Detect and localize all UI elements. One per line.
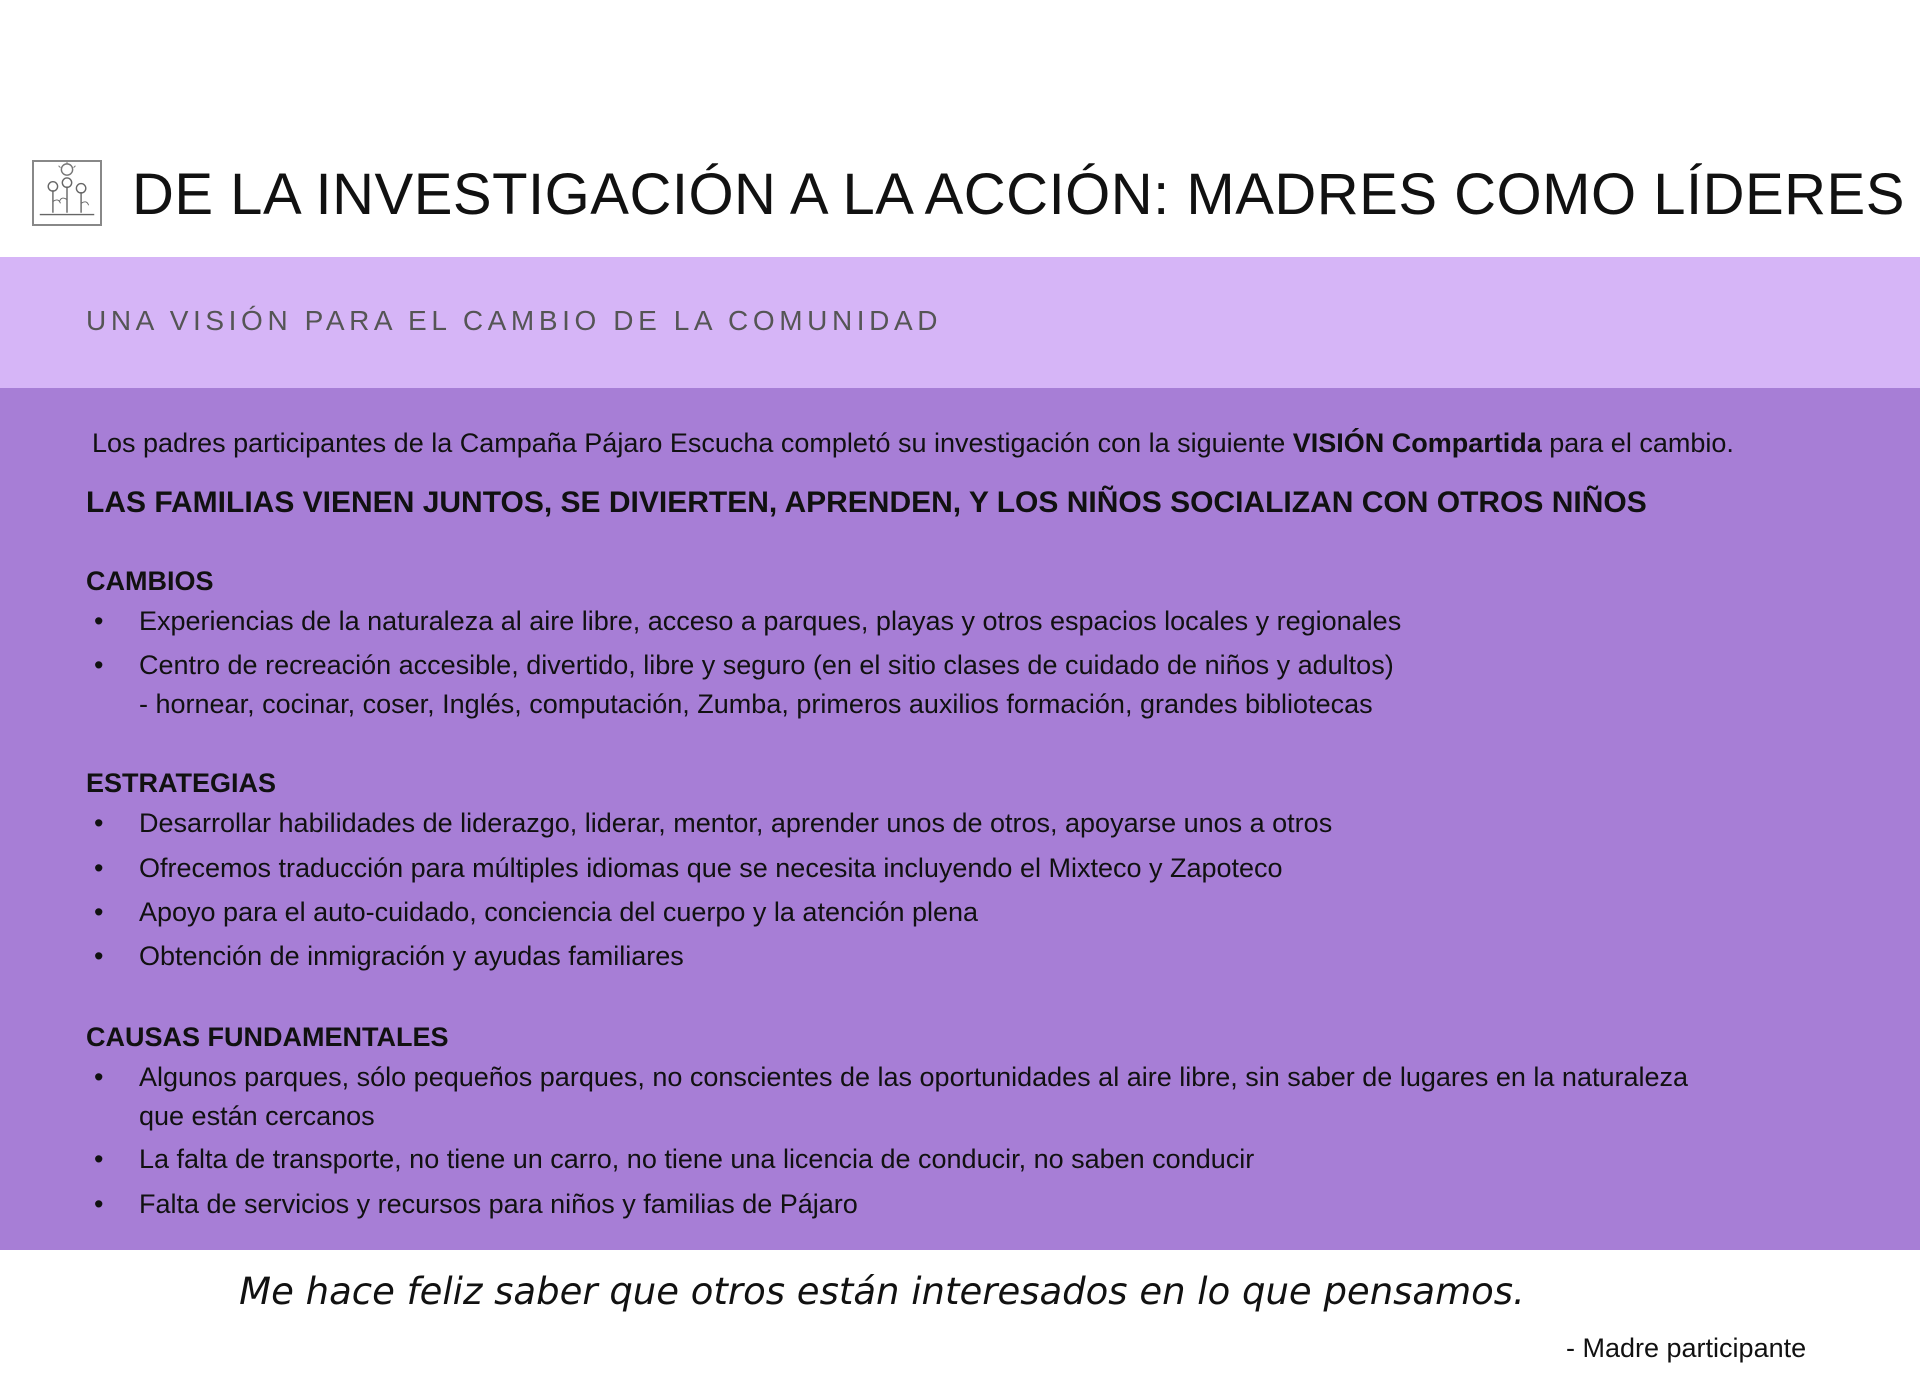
list-item [86,602,1886,641]
section-title-estrategias: ESTRATEGIAS [86,768,277,798]
list-item [86,1058,1886,1136]
list-item-text: Obtención de inmigración y ayudas familiares [139,941,684,971]
bullet-icon: • [94,897,104,927]
list-item-continuation: que están cercanos [139,1101,375,1131]
causas-list [86,1058,1886,1229]
list-item-text: Centro de recreación accesible, divertido, libre y seguro (en el sitio clases de cuidado de niños y adultos) [139,650,1394,680]
intro-before: Los padres participantes de la Campaña Pájaro Escucha completó su investigación con la siguiente [92,428,1293,458]
list-item [86,893,1886,932]
list-item-continuation: - hornear, cocinar, coser, Inglés, computación, Zumba, primeros auxilios formación, grandes bibliotecas [139,689,1373,719]
page-header [0,150,1920,250]
quote-text: Me hace feliz saber que otros están interesados en lo que pensamos. [239,1270,1525,1313]
bullet-icon: • [94,1144,104,1174]
bullet-icon: • [94,1062,104,1092]
subtitle-band [0,257,1920,388]
flowers-garden-logo-icon [32,160,102,226]
cambios-list [86,602,1886,729]
section-title-cambios: CAMBIOS [86,566,214,596]
quote [0,1270,1920,1313]
bullet-icon: • [94,853,104,883]
list-item [86,804,1886,843]
bullet-icon: • [94,1189,104,1219]
bullet-icon: • [94,606,104,636]
list-item-text: Apoyo para el auto-cuidado, conciencia del cuerpo y la atención plena [139,897,979,927]
intro-text [92,428,1734,459]
list-item-text: La falta de transporte, no tiene un carro, no tiene una licencia de conducir, no saben conducir [139,1144,1255,1174]
list-item-text: Falta de servicios y recursos para niños y familias de Pájaro [139,1189,858,1219]
bullet-icon: • [94,941,104,971]
intro-bold: VISIÓN Compartida [1292,428,1542,458]
quote-attribution: - Madre participante [1566,1333,1807,1363]
list-item [86,849,1886,888]
page-title: DE LA INVESTIGACIÓN A LA ACCIÓN: MADRES COMO LÍDERES [132,162,1905,227]
list-item [86,646,1886,724]
list-item-text: Ofrecemos traducción para múltiples idiomas que se necesita incluyendo el Mixteco y Zapoteco [139,853,1283,883]
content-panel [0,388,1920,1250]
subtitle: UNA VISIÓN PARA EL CAMBIO DE LA COMUNIDAD [86,305,943,336]
vision-statement: LAS FAMILIAS VIENEN JUNTOS, SE DIVIERTEN, APRENDEN, Y LOS NIÑOS SOCIALIZAN CON OTROS NIÑOS [86,486,1647,519]
intro-after: para el cambio. [1541,428,1734,458]
list-item [86,1185,1886,1224]
bullet-icon: • [94,808,104,838]
list-item-text: Algunos parques, sólo pequeños parques, no conscientes de las oportunidades al aire libre, sin saber de lugares en la naturaleza [139,1062,1689,1092]
section-title-causas: CAUSAS FUNDAMENTALES [86,1022,449,1052]
bullet-icon: • [94,650,104,680]
list-item [86,1140,1886,1179]
list-item-text: Experiencias de la naturaleza al aire libre, acceso a parques, playas y otros espacios locales y regionales [139,606,1402,636]
list-item [86,937,1886,976]
estrategias-list [86,804,1886,981]
list-item-text: Desarrollar habilidades de liderazgo, liderar, mentor, aprender unos de otros, apoyarse unos a otros [139,808,1333,838]
